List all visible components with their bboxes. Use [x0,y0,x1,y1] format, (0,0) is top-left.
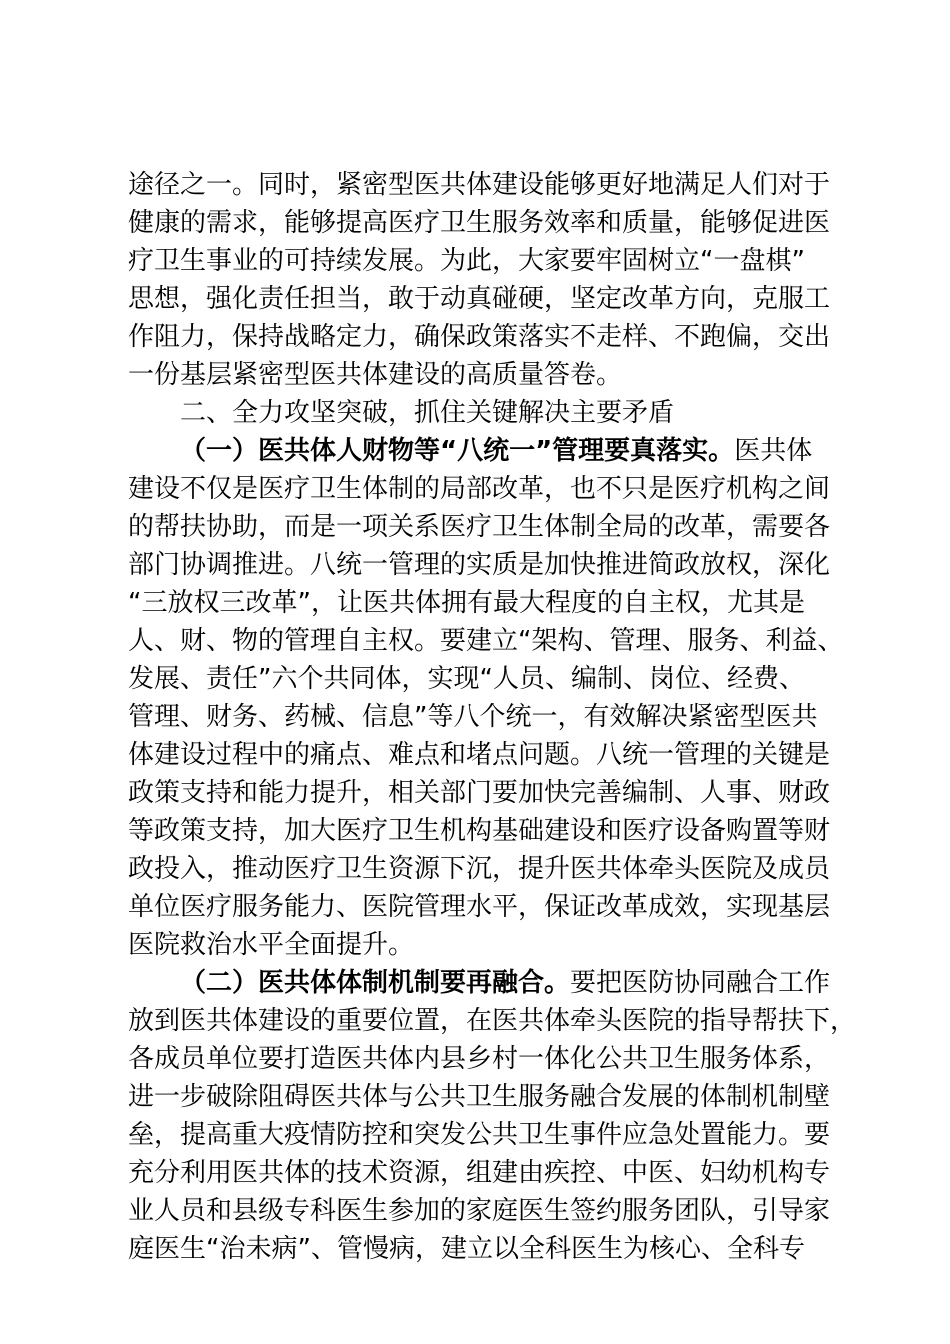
paragraph-line: 作阻力，保持战略定力，确保政策落实不走样、不跑偏，交出 [128,322,831,352]
paragraph-line: 管理、财务、药械、信息”等八个统一，有效解决紧密型医共 [128,702,818,732]
paragraph-line: 健康的需求，能够提高医疗卫生服务效率和质量，能够促进医 [128,208,831,238]
paragraph-line: 进一步破除阻碍医共体与公共卫生服务融合发展的体制机制壁 [128,1082,831,1112]
section-heading: 二、全力攻坚突破，抓住关键解决主要矛盾 [180,398,675,428]
paragraph-line: 充分利用医共体的技术资源，组建由疾控、中医、妇幼机构专 [128,1158,831,1188]
subsection-first-line [128,432,834,470]
subsection-heading: （一）医共体人财物等“八统一”管理要真落实。 [180,436,735,466]
paragraph-text: 要把医防协同融合工作 [570,968,831,998]
paragraph-text: 医共体 [734,436,813,466]
paragraph-line: 发展、责任”六个共同体，实现“人员、编制、岗位、经费、 [128,664,805,694]
paragraph-line: 放到医共体建设的重要位置，在医共体牵头医院的指导帮扶下， [128,1006,857,1036]
paragraph-line: 政投入，推动医疗卫生资源下沉，提升医共体牵头医院及成员 [128,854,831,884]
paragraph-line: 部门协调推进。八统一管理的实质是加快推进简政放权，深化 [128,550,831,580]
paragraph-line: “三放权三改革”，让医共体拥有最大程度的自主权，尤其是 [128,588,805,618]
document-page [128,166,857,1268]
paragraph-line: 业人员和县级专科医生参加的家庭医生签约服务团队，引导家 [128,1196,831,1226]
paragraph-line: 各成员单位要打造医共体内县乡村一体化公共卫生服务体系， [128,1044,831,1074]
paragraph-line: 建设不仅是医疗卫生体制的局部改革，也不只是医疗机构之间 [128,474,831,504]
paragraph-line: 途径之一。同时，紧密型医共体建设能够更好地满足人们对于 [128,170,831,200]
paragraph-line: 垒，提高重大疫情防控和突发公共卫生事件应急处置能力。要 [128,1120,831,1150]
paragraph-line: 体建设过程中的痛点、难点和堵点问题。八统一管理的关键是 [128,740,831,770]
paragraph-line: 单位医疗服务能力、医院管理水平，保证改革成效，实现基层 [128,892,831,922]
paragraph-line: 的帮扶协助，而是一项关系医疗卫生体制全局的改革，需要各 [128,512,831,542]
paragraph-line: 医院救治水平全面提升。 [128,930,415,960]
paragraph-line: 政策支持和能力提升，相关部门要加快完善编制、人事、财政 [128,778,831,808]
paragraph-line: 人、财、物的管理自主权。要建立“架构、管理、服务、利益、 [128,626,844,656]
paragraph-line: 疗卫生事业的可持续发展。为此，大家要牢固树立“一盘棋” [128,246,805,276]
subsection-heading: （二）医共体体制机制要再融合。 [180,968,571,998]
paragraph-line: 思想，强化责任担当，敢于动真碰硬，坚定改革方向，克服工 [128,284,831,314]
paragraph-line: 等政策支持，加大医疗卫生机构基础建设和医疗设备购置等财 [128,816,831,846]
paragraph-line: 庭医生“治未病”、管慢病，建立以全科医生为核心、全科专 [128,1234,805,1264]
subsection-first-line [128,964,834,1002]
paragraph-line: 一份基层紧密型医共体建设的高质量答卷。 [128,360,623,390]
